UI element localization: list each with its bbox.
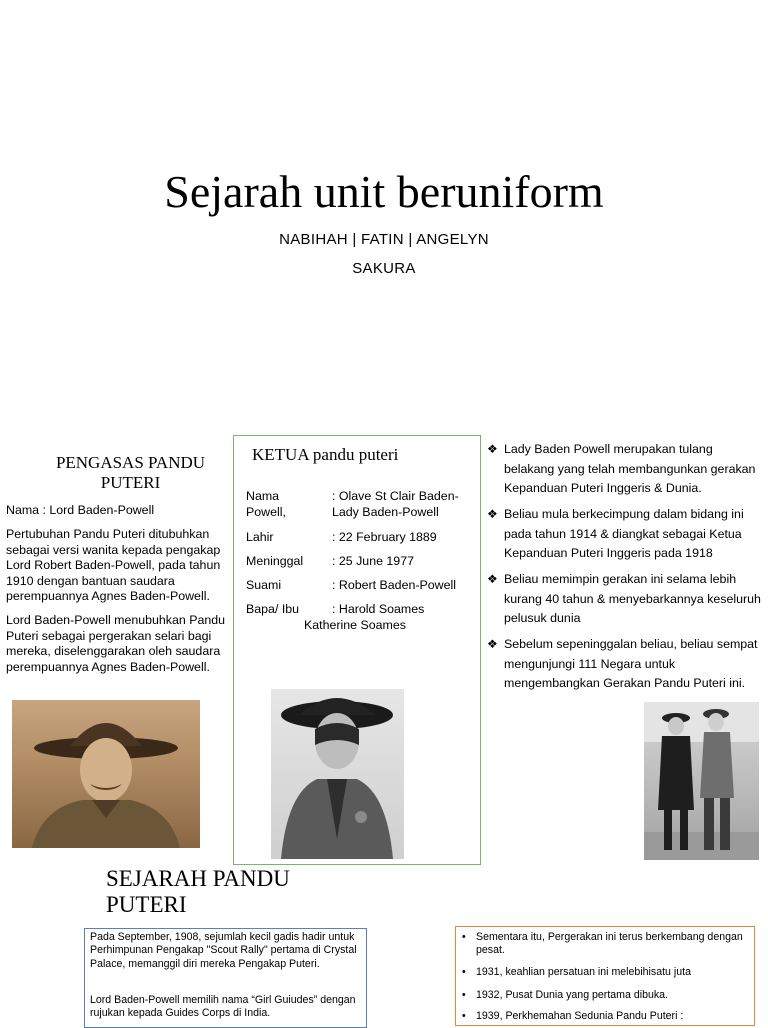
authors-line-2: SAKURA <box>352 260 416 277</box>
page-title: Sejarah unit beruniform <box>164 166 604 217</box>
bullet-text: Lady Baden Powell merupakan tulang belakang yang telah membangunkan gerakan Kepanduan Puteri Inggeris & Dunia. <box>504 442 756 496</box>
founder-paragraph-1: Pertubuhan Pandu Puteri ditubuhkan sebagai versi wanita kepada pengakap Lord Robert Baden-Powell, pada tahun 1910 dengan bantuan saudara perempuannya Agnes Baden-Powell. <box>6 527 221 604</box>
baden-powell-photo <box>12 700 200 848</box>
ketua-row-value: Lady Baden-Powell <box>332 505 439 519</box>
diamond-bullet-icon: ❖ <box>487 572 498 586</box>
history-bullet-text: 1932, Pusat Dunia yang pertama dibuka. <box>476 989 668 1001</box>
authors-line: NABIHAH | FATIN | ANGELYN <box>279 231 489 248</box>
ketua-row-key: Bapa/ Ibu <box>246 602 300 616</box>
round-bullet-icon: • <box>462 966 466 978</box>
history-bullet-text: Sementara itu, Pergerakan ini terus berkembang dengan pesat. <box>476 931 743 957</box>
founder-name: Nama : Lord Baden-Powell <box>6 503 155 517</box>
ketua-row-value: : Harold Soames <box>332 602 425 616</box>
round-bullet-icon: • <box>462 1010 466 1022</box>
ketua-row-key: Meninggal <box>246 554 304 568</box>
ketua-row-value: : 25 June 1977 <box>332 554 414 568</box>
bullet-text: Beliau memimpin gerakan ini selama lebih kurang 40 tahun & menyebarkannya keseluruh pelusuk dunia <box>504 572 761 626</box>
founder-paragraph-2: Lord Baden-Powell menubuhkan Pandu Puteri sebagai pergerakan selari bagi mereka, diselenggarakan oleh saudara perempuannya Agnes Baden-Powell. <box>6 613 226 674</box>
bullet-item <box>487 635 765 695</box>
ketua-row-value: : Olave St Clair Baden- <box>332 489 459 503</box>
bullet-text: Sebelum sepeninggalan beliau, beliau sempat mengunjungi 111 Negara untuk mengembangkan Gerakan Pandu Puteri ini. <box>504 637 758 691</box>
bullet-item <box>487 505 765 565</box>
baden-powell-couple-photo <box>644 702 759 860</box>
diamond-bullet-icon: ❖ <box>487 442 498 456</box>
history-bullet <box>462 931 752 959</box>
bullet-text: Beliau mula berkecimpung dalam bidang ini pada tahun 1914 & diangkat sebagai Ketua Kepanduan Puteri Inggeris pada 1918 <box>504 507 744 561</box>
history-bullet <box>462 989 752 1005</box>
diamond-bullet-icon: ❖ <box>487 507 498 521</box>
ketua-row-value: Katherine Soames <box>304 618 406 632</box>
history-paragraph-2: Lord Baden-Powell memilih nama “Girl Guiudes” dengan rujukan kepada Guides Corps di India. <box>90 994 356 1020</box>
ketua-row-key: Powell, <box>246 505 286 519</box>
ketua-row-key: Nama <box>246 489 280 503</box>
history-heading: SEJARAH PANDU PUTERI <box>106 866 290 917</box>
ketua-row-key: Lahir <box>246 530 274 544</box>
olave-baden-powell-photo <box>271 689 404 859</box>
ketua-row-key: Suami <box>246 578 282 592</box>
history-bullet <box>462 966 752 982</box>
history-bullet-text: 1939, Perkhemahan Sedunia Pandu Puteri : <box>476 1010 684 1022</box>
history-paragraph-1: Pada September, 1908, sejumlah kecil gadis hadir untuk Perhimpunan Pengakap "Scout Rally" pertama di Crystal Palace, memanggil diri mereka Pengakap Puteri. <box>90 931 357 970</box>
history-bullet <box>462 1010 752 1024</box>
diamond-bullet-icon: ❖ <box>487 637 498 651</box>
ketua-row-value: : Robert Baden-Powell <box>332 578 456 592</box>
ketua-title: KETUA pandu puteri <box>252 445 399 464</box>
round-bullet-icon: • <box>462 931 466 943</box>
round-bullet-icon: • <box>462 989 466 1001</box>
bullet-item <box>487 440 765 500</box>
bullet-item <box>487 570 765 630</box>
founder-heading: PENGASAS PANDU PUTERI <box>55 453 206 492</box>
history-bullet-text: 1931, keahlian persatuan ini melebihisatu juta <box>476 966 691 978</box>
ketua-row-value: : 22 February 1889 <box>332 530 437 544</box>
